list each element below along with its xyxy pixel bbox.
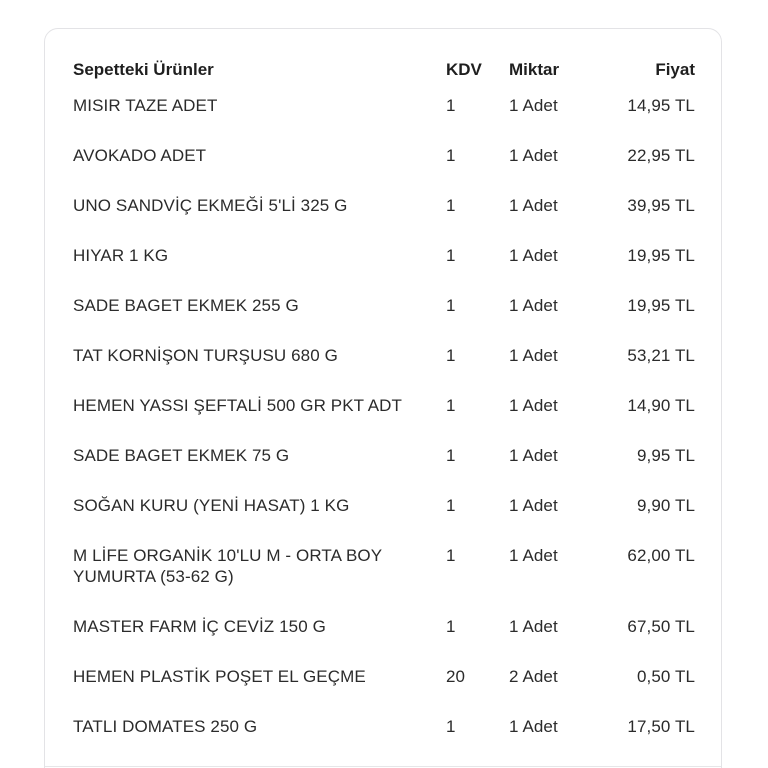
table-row <box>73 385 695 435</box>
item-price: 9,95 TL <box>636 446 695 465</box>
item-qty: 1 Adet <box>509 96 558 115</box>
item-kdv: 1 <box>446 396 456 415</box>
table-row <box>73 285 695 335</box>
table-row <box>73 656 695 706</box>
cart-items-card <box>44 28 722 768</box>
item-name: MISIR TAZE ADET <box>73 96 218 115</box>
item-qty: 1 Adet <box>509 196 558 215</box>
item-qty: 1 Adet <box>509 546 558 565</box>
item-price: 19,95 TL <box>627 246 695 265</box>
table-row <box>73 485 695 535</box>
item-qty: 1 Adet <box>509 446 558 465</box>
item-qty: 1 Adet <box>509 346 558 365</box>
item-price: 19,95 TL <box>627 296 695 315</box>
item-name: TATLI DOMATES 250 G <box>73 717 258 736</box>
item-price: 9,90 TL <box>636 496 695 515</box>
item-name: HEMEN YASSI ŞEFTALİ 500 GR PKT ADT <box>73 396 403 415</box>
item-qty: 2 Adet <box>509 667 558 686</box>
item-kdv: 1 <box>446 96 456 115</box>
column-header-price: Fiyat <box>655 60 695 79</box>
item-name: SADE BAGET EKMEK 75 G <box>73 446 290 465</box>
table-row <box>73 435 695 485</box>
item-kdv: 1 <box>446 446 456 465</box>
item-kdv: 1 <box>446 296 456 315</box>
item-price: 62,00 TL <box>627 546 695 565</box>
table-row <box>73 535 695 606</box>
item-price: 14,95 TL <box>627 96 695 115</box>
item-name: SOĞAN KURU (YENİ HASAT) 1 KG <box>73 496 350 515</box>
item-price: 39,95 TL <box>627 196 695 215</box>
item-name: SADE BAGET EKMEK 255 G <box>73 296 299 315</box>
item-kdv: 1 <box>446 496 456 515</box>
item-kdv: 20 <box>446 667 466 686</box>
item-price: 53,21 TL <box>627 346 695 365</box>
item-kdv: 1 <box>446 617 456 636</box>
item-kdv: 1 <box>446 717 456 736</box>
column-header-name: Sepetteki Ürünler <box>73 60 214 79</box>
column-header-kdv: KDV <box>446 60 482 79</box>
divider <box>45 766 721 767</box>
item-name: HEMEN PLASTİK POŞET EL GEÇME <box>73 667 366 686</box>
item-price: 14,90 TL <box>627 396 695 415</box>
table-row <box>73 235 695 285</box>
item-kdv: 1 <box>446 246 456 265</box>
item-kdv: 1 <box>446 196 456 215</box>
column-header-qty: Miktar <box>509 60 560 79</box>
table-row <box>73 185 695 235</box>
item-qty: 1 Adet <box>509 246 558 265</box>
item-name: HIYAR 1 KG <box>73 246 169 265</box>
table-row <box>73 85 695 135</box>
item-kdv: 1 <box>446 546 456 565</box>
item-name: MASTER FARM İÇ CEVİZ 150 G <box>73 617 326 636</box>
item-qty: 1 Adet <box>509 296 558 315</box>
item-qty: 1 Adet <box>509 396 558 415</box>
item-name: TAT KORNİŞON TURŞUSU 680 G <box>73 346 338 365</box>
item-kdv: 1 <box>446 346 456 365</box>
item-qty: 1 Adet <box>509 617 558 636</box>
item-name: UNO SANDVİÇ EKMEĞİ 5'Lİ 325 G <box>73 196 348 215</box>
item-kdv: 1 <box>446 146 456 165</box>
item-name: M LİFE ORGANİK 10'LU M - ORTA BOY YUMURTA (53-62 G) <box>73 546 382 586</box>
item-qty: 1 Adet <box>509 496 558 515</box>
item-qty: 1 Adet <box>509 146 558 165</box>
item-price: 17,50 TL <box>627 717 695 736</box>
item-qty: 1 Adet <box>509 717 558 736</box>
item-price: 67,50 TL <box>627 617 695 636</box>
item-name: AVOKADO ADET <box>73 146 207 165</box>
table-row <box>73 335 695 385</box>
table-row <box>73 135 695 185</box>
item-price: 22,95 TL <box>627 146 695 165</box>
item-price: 0,50 TL <box>636 667 695 686</box>
cart-items-table <box>73 55 695 756</box>
table-row <box>73 606 695 656</box>
table-header-row <box>73 55 695 85</box>
table-row <box>73 706 695 756</box>
